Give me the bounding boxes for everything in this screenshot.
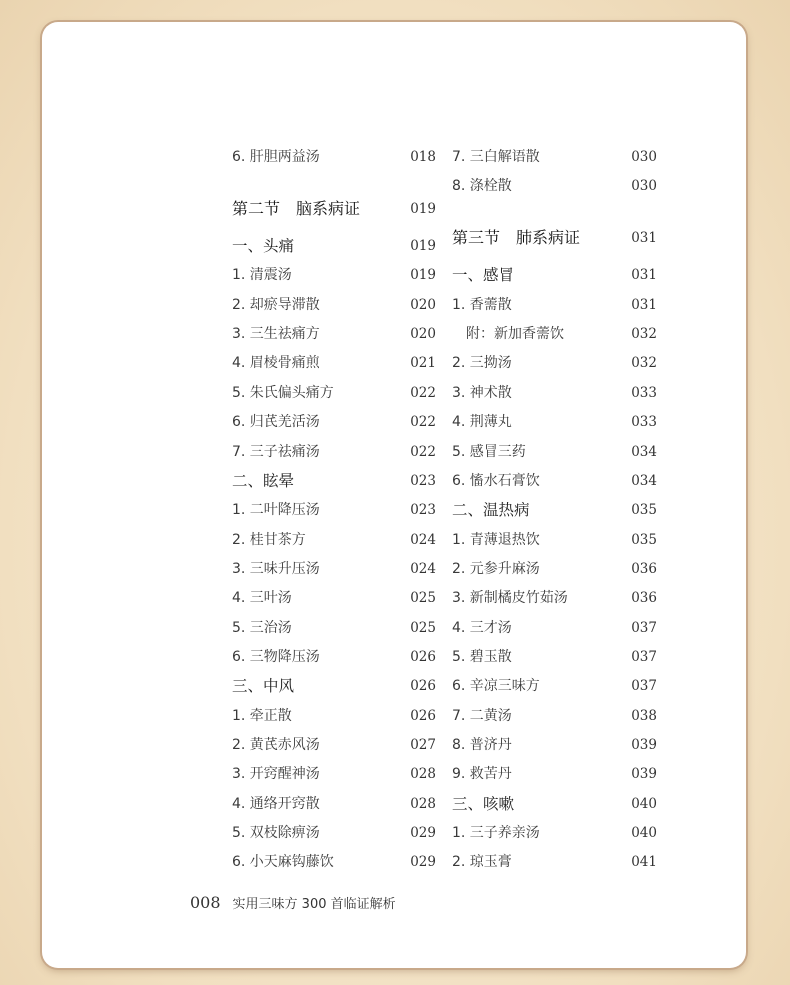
page-number: 008 bbox=[190, 892, 221, 912]
toc-entry-title: 二、温热病 bbox=[452, 501, 530, 519]
toc-entry-title: 2. 三拗汤 bbox=[452, 355, 512, 371]
toc-entry-title: 6. 慉水石膏饮 bbox=[452, 473, 540, 489]
toc-entry-title: 三、中风 bbox=[232, 677, 295, 695]
toc-page-number: 033 bbox=[631, 414, 657, 430]
toc-page-number: 040 bbox=[631, 825, 657, 841]
toc-page-number: 032 bbox=[631, 355, 657, 371]
toc-page-number: 040 bbox=[631, 796, 657, 812]
toc-entry-title: 6. 小天麻钩藤饮 bbox=[232, 854, 334, 870]
toc-entry-title: 2. 琼玉膏 bbox=[452, 854, 512, 870]
toc-category-row bbox=[452, 263, 657, 287]
toc-page-number: 025 bbox=[410, 590, 436, 606]
toc-entry-title: 7. 三子祛痛汤 bbox=[232, 444, 320, 460]
toc-entry-title: 4. 三才汤 bbox=[452, 620, 512, 636]
toc-section-row bbox=[452, 226, 657, 250]
toc-entry-row bbox=[452, 645, 657, 669]
toc-entry-title: 三、咳嗽 bbox=[452, 795, 515, 813]
toc-entry-row bbox=[232, 410, 436, 434]
toc-entry-title: 3. 新制橘皮竹茹汤 bbox=[452, 590, 568, 606]
toc-entry-title: 5. 朱氏偏头痛方 bbox=[232, 385, 334, 401]
toc-entry-row bbox=[232, 557, 436, 581]
toc-section-row bbox=[232, 197, 436, 221]
toc-page-number: 022 bbox=[410, 414, 436, 430]
toc-entry-title: 5. 三治汤 bbox=[232, 620, 292, 636]
toc-page-number: 030 bbox=[631, 178, 657, 194]
toc-entry-row bbox=[452, 821, 657, 845]
toc-page-number: 031 bbox=[631, 297, 657, 313]
toc-page-number: 033 bbox=[631, 385, 657, 401]
toc-entry-row bbox=[232, 762, 436, 786]
toc-category-row bbox=[452, 498, 657, 522]
toc-page-number: 031 bbox=[631, 230, 657, 246]
toc-entry-row bbox=[232, 586, 436, 610]
toc-page-number: 020 bbox=[410, 326, 436, 342]
toc-entry-title: 4. 三叶汤 bbox=[232, 590, 292, 606]
toc-entry-row bbox=[232, 733, 436, 757]
toc-entry-row bbox=[452, 557, 657, 581]
toc-entry-row bbox=[452, 174, 657, 198]
toc-page-number: 028 bbox=[410, 796, 436, 812]
toc-entry-title: 2. 桂甘茶方 bbox=[232, 532, 306, 548]
toc-entry-title: 1. 二叶降压汤 bbox=[232, 502, 320, 518]
toc-page-number: 023 bbox=[410, 473, 436, 489]
toc-entry-title: 1. 香薷散 bbox=[452, 297, 512, 313]
toc-entry-row bbox=[452, 410, 657, 434]
toc-entry-title: 4. 通络开窍散 bbox=[232, 796, 320, 812]
toc-entry-row bbox=[452, 762, 657, 786]
toc-page-number: 032 bbox=[631, 326, 657, 342]
toc-entry-row bbox=[452, 528, 657, 552]
toc-entry-row bbox=[232, 850, 436, 874]
page-footer bbox=[190, 890, 396, 914]
toc-entry-row bbox=[452, 351, 657, 375]
toc-entry-row bbox=[452, 586, 657, 610]
toc-page-number: 025 bbox=[410, 620, 436, 636]
toc-entry-title: 2. 元参升麻汤 bbox=[452, 561, 540, 577]
toc-entry-row bbox=[232, 616, 436, 640]
toc-entry-title: 3. 三生祛痛方 bbox=[232, 326, 320, 342]
toc-page-number: 028 bbox=[410, 766, 436, 782]
toc-entry-title: 8. 普济丹 bbox=[452, 737, 512, 753]
toc-entry-row bbox=[452, 616, 657, 640]
toc-page-number: 039 bbox=[631, 766, 657, 782]
toc-entry-row bbox=[232, 704, 436, 728]
toc-entry-row bbox=[232, 145, 436, 169]
toc-page-number: 041 bbox=[631, 854, 657, 870]
toc-entry-title: 6. 归芪羌活汤 bbox=[232, 414, 320, 430]
toc-entry-row bbox=[452, 381, 657, 405]
toc-entry-title: 1. 清震汤 bbox=[232, 267, 292, 283]
toc-page-number: 018 bbox=[410, 149, 436, 165]
toc-entry-row bbox=[452, 145, 657, 169]
book-page bbox=[42, 22, 746, 968]
toc-entry-title: 1. 青薄退热饮 bbox=[452, 532, 540, 548]
toc-entry-title: 6. 三物降压汤 bbox=[232, 649, 320, 665]
toc-entry-row bbox=[232, 498, 436, 522]
toc-page-number: 036 bbox=[631, 561, 657, 577]
toc-entry-title: 3. 三味升压汤 bbox=[232, 561, 320, 577]
toc-page-number: 026 bbox=[410, 678, 436, 694]
toc-entry-title: 5. 碧玉散 bbox=[452, 649, 512, 665]
toc-entry-title: 附：新加香薷饮 bbox=[466, 326, 564, 342]
toc-entry-title: 8. 涤栓散 bbox=[452, 178, 512, 194]
toc-page-number: 024 bbox=[410, 561, 436, 577]
toc-page-number: 036 bbox=[631, 590, 657, 606]
toc-entry-row bbox=[232, 293, 436, 317]
toc-page-number: 031 bbox=[631, 267, 657, 283]
toc-page-number: 026 bbox=[410, 708, 436, 724]
toc-entry-row bbox=[452, 704, 657, 728]
toc-entry-title: 3. 开窍醒神汤 bbox=[232, 766, 320, 782]
toc-entry-row bbox=[452, 440, 657, 464]
toc-category-row bbox=[452, 792, 657, 816]
toc-entry-title: 7. 二黄汤 bbox=[452, 708, 512, 724]
toc-entry-title: 一、感冒 bbox=[452, 266, 515, 284]
toc-entry-row bbox=[232, 528, 436, 552]
toc-entry-row bbox=[452, 674, 657, 698]
toc-entry-title: 3. 神术散 bbox=[452, 385, 512, 401]
toc-page-number: 029 bbox=[410, 825, 436, 841]
book-title: 实用三味方 300 首临证解析 bbox=[232, 896, 396, 912]
toc-entry-row bbox=[232, 821, 436, 845]
toc-page-number: 026 bbox=[410, 649, 436, 665]
toc-category-row bbox=[232, 234, 436, 258]
toc-page-number: 037 bbox=[631, 620, 657, 636]
toc-category-row bbox=[232, 674, 436, 698]
toc-page-number: 019 bbox=[410, 267, 436, 283]
toc-entry-title: 第二节 脑系病证 bbox=[232, 199, 361, 218]
toc-category-row bbox=[232, 469, 436, 493]
toc-entry-title: 4. 眉棱骨痛煎 bbox=[232, 355, 320, 371]
toc-entry-title: 一、头痛 bbox=[232, 237, 295, 255]
toc-entry-title: 1. 牵正散 bbox=[232, 708, 292, 724]
toc-entry-row bbox=[452, 469, 657, 493]
toc-entry-title: 6. 辛凉三味方 bbox=[452, 678, 540, 694]
toc-page-number: 039 bbox=[631, 737, 657, 753]
toc-page-number: 029 bbox=[410, 854, 436, 870]
toc-page-number: 022 bbox=[410, 385, 436, 401]
toc-page-number: 024 bbox=[410, 532, 436, 548]
toc-entry-row bbox=[232, 792, 436, 816]
toc-page-number: 019 bbox=[410, 201, 436, 217]
toc-entry-row bbox=[452, 733, 657, 757]
toc-page-number: 034 bbox=[631, 473, 657, 489]
toc-entry-title: 5. 感冒三药 bbox=[452, 444, 526, 460]
toc-entry-title: 1. 三子养亲汤 bbox=[452, 825, 540, 841]
toc-entry-row bbox=[232, 440, 436, 464]
toc-entry-title: 2. 黄芪赤风汤 bbox=[232, 737, 320, 753]
toc-entry-title: 5. 双枝除痹汤 bbox=[232, 825, 320, 841]
toc-page-number: 034 bbox=[631, 444, 657, 460]
toc-page-number: 027 bbox=[410, 737, 436, 753]
toc-page-number: 035 bbox=[631, 502, 657, 518]
toc-entry-title: 第三节 肺系病证 bbox=[452, 228, 581, 247]
toc-entry-row bbox=[232, 263, 436, 287]
toc-entry-title: 4. 荆薄丸 bbox=[452, 414, 512, 430]
toc-page-number: 021 bbox=[410, 355, 436, 371]
toc-entry-title: 二、眩晕 bbox=[232, 472, 295, 490]
toc-page-number: 023 bbox=[410, 502, 436, 518]
toc-entry-row bbox=[452, 322, 657, 346]
toc-entry-row bbox=[452, 850, 657, 874]
toc-entry-row bbox=[232, 322, 436, 346]
toc-page-number: 020 bbox=[410, 297, 436, 313]
toc-entry-row bbox=[232, 381, 436, 405]
toc-entry-row bbox=[452, 293, 657, 317]
toc-entry-title: 6. 肝胆两益汤 bbox=[232, 149, 320, 165]
toc-entry-row bbox=[232, 645, 436, 669]
toc-page-number: 037 bbox=[631, 649, 657, 665]
toc-entry-title: 2. 却瘀导滞散 bbox=[232, 297, 320, 313]
toc-page-number: 019 bbox=[410, 238, 436, 254]
toc-entry-title: 7. 三白解语散 bbox=[452, 149, 540, 165]
toc-page-number: 035 bbox=[631, 532, 657, 548]
toc-page-number: 038 bbox=[631, 708, 657, 724]
toc-entry-row bbox=[232, 351, 436, 375]
toc-page-number: 022 bbox=[410, 444, 436, 460]
toc-page-number: 030 bbox=[631, 149, 657, 165]
toc-page-number: 037 bbox=[631, 678, 657, 694]
toc-entry-title: 9. 救苦丹 bbox=[452, 766, 512, 782]
